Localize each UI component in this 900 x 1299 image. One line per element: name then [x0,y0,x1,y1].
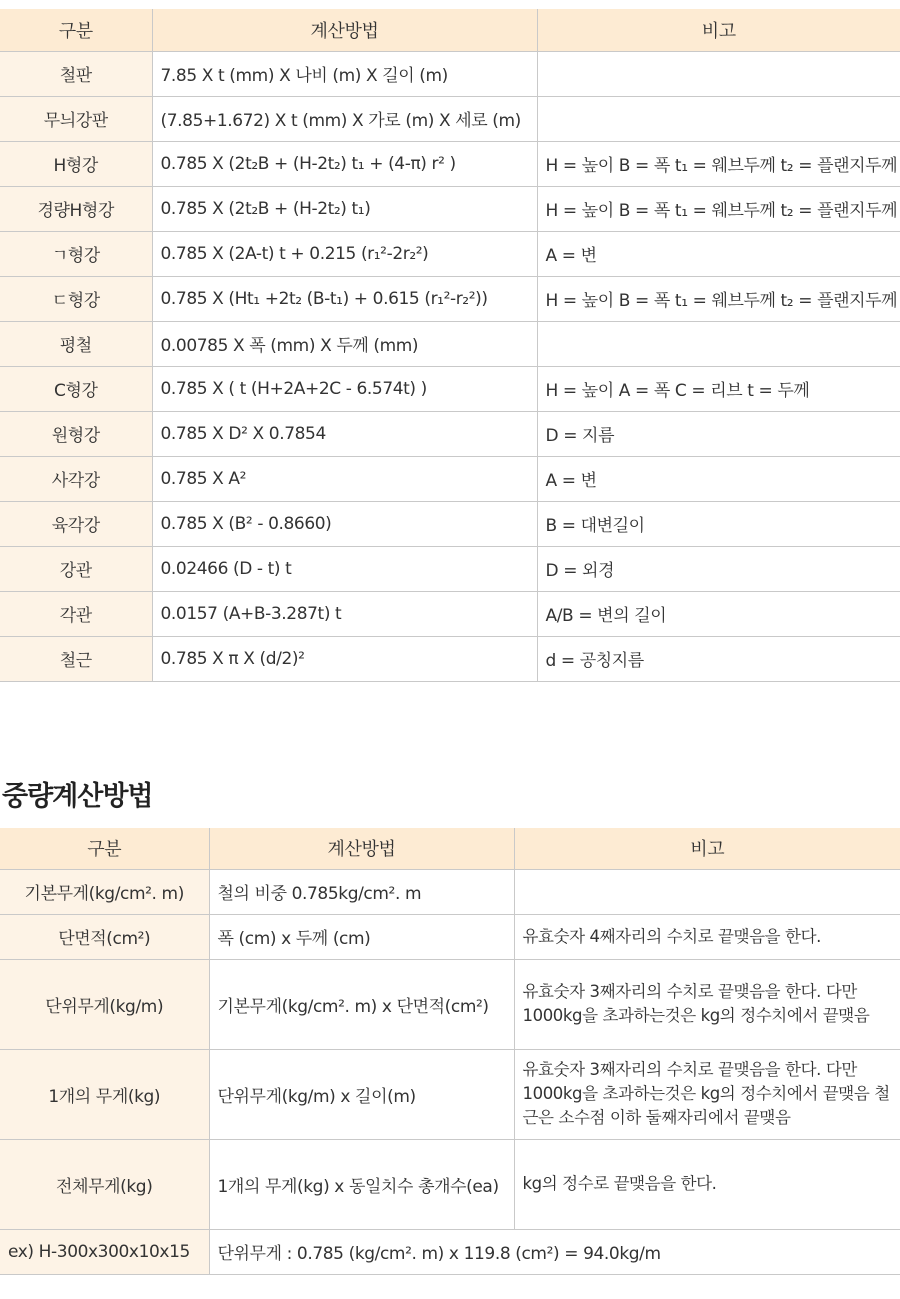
row-note: d = 공칭지름 [537,636,900,681]
row-note [537,96,900,141]
row-formula: 7.85 X t (mm) X 나비 (m) X 길이 (m) [152,51,537,96]
row-formula: 단위무게(kg/m) x 길이(m) [209,1049,514,1139]
header-formula: 계산방법 [152,9,537,51]
row-formula: 0.00785 X 폭 (mm) X 두께 (mm) [152,321,537,366]
row-formula: 0.785 X (2t₂B + (H-2t₂) t₁ + (4-π) r² ) [152,141,537,186]
row-note: H = 높이 A = 폭 C = 리브 t = 두께 [537,366,900,411]
row-note: D = 외경 [537,546,900,591]
row-formula: 0.785 X A² [152,456,537,501]
row-category: ㄷ형강 [0,276,152,321]
row-category: 육각강 [0,501,152,546]
row-category: 철근 [0,636,152,681]
header-note: 비고 [514,828,900,869]
table-row [0,96,900,141]
row-category: 원형강 [0,411,152,456]
header-formula: 계산방법 [209,828,514,869]
header-note: 비고 [537,9,900,51]
row-formula: 0.785 X (2A-t) t + 0.215 (r₁²-2r₂²) [152,231,537,276]
row-category: ㄱ형강 [0,231,152,276]
example-value: 단위무게 : 0.785 (kg/cm². m) x 119.8 (cm²) = 94.0kg/m [209,1229,900,1274]
row-note: 유효숫자 4째자리의 수치로 끝맺음을 한다. [514,914,900,959]
table-row [0,186,900,231]
row-category: 기본무게(kg/cm². m) [0,869,209,914]
header-category: 구분 [0,9,152,51]
row-formula: 폭 (cm) x 두께 (cm) [209,914,514,959]
section-title: 중량계산방법 [2,781,153,812]
table-row [0,51,900,96]
row-note: 유효숫자 3째자리의 수치로 끝맺음을 한다. 다만 1000kg을 초과하는것은 kg의 정수치에서 끝맺음 철근은 소수점 이하 둘째자리에서 끝맺음 [514,1049,900,1139]
row-formula: 0.785 X (Ht₁ +2t₂ (B-t₁) + 0.615 (r₁²-r₂²)) [152,276,537,321]
table-row [0,546,900,591]
row-category: 사각강 [0,456,152,501]
row-formula: 0.785 X π X (d/2)² [152,636,537,681]
table-header-row [0,828,900,869]
table-row [0,1139,900,1229]
example-label: ex) H-300x300x10x15 [0,1229,209,1274]
row-category: 각관 [0,591,152,636]
row-formula: (7.85+1.672) X t (mm) X 가로 (m) X 세로 (m) [152,96,537,141]
row-category: C형강 [0,366,152,411]
table-row [0,231,900,276]
row-category: 전체무게(kg) [0,1139,209,1229]
row-formula: 0.785 X (2t₂B + (H-2t₂) t₁) [152,186,537,231]
table-row [0,141,900,186]
table-row [0,959,900,1049]
row-note: A = 변 [537,231,900,276]
row-category: 1개의 무게(kg) [0,1049,209,1139]
table-row [0,591,900,636]
table-row [0,501,900,546]
table-row [0,914,900,959]
row-formula: 1개의 무게(kg) x 동일치수 총개수(ea) [209,1139,514,1229]
row-formula: 0.785 X (B² - 0.8660) [152,501,537,546]
table-row [0,869,900,914]
row-note: H = 높이 B = 폭 t₁ = 웨브두께 t₂ = 플랜지두께 [537,276,900,321]
table-row [0,366,900,411]
row-note [537,51,900,96]
table-row [0,411,900,456]
row-formula: 철의 비중 0.785kg/cm². m [209,869,514,914]
weight-calc-table [0,828,900,1275]
example-row [0,1229,900,1274]
table-header-row [0,9,900,51]
table-row [0,1049,900,1139]
row-note: H = 높이 B = 폭 t₁ = 웨브두께 t₂ = 플랜지두께 [537,186,900,231]
row-note: B = 대변길이 [537,501,900,546]
row-note: D = 지름 [537,411,900,456]
row-note: 유효숫자 3째자리의 수치로 끝맺음을 한다. 다만 1000kg을 초과하는것은 kg의 정수치에서 끝맺음 [514,959,900,1049]
row-note: kg의 정수로 끝맺음을 한다. [514,1139,900,1229]
row-category: 경량H형강 [0,186,152,231]
table-row [0,456,900,501]
row-category: 단면적(cm²) [0,914,209,959]
table-row [0,276,900,321]
row-category: 철판 [0,51,152,96]
row-formula: 0.0157 (A+B-3.287t) t [152,591,537,636]
table-row [0,321,900,366]
row-category: 단위무게(kg/m) [0,959,209,1049]
steel-formula-table [0,9,900,682]
row-note: A = 변 [537,456,900,501]
row-note [537,321,900,366]
header-category: 구분 [0,828,209,869]
row-formula: 0.02466 (D - t) t [152,546,537,591]
table-row [0,636,900,681]
row-note: A/B = 변의 길이 [537,591,900,636]
row-category: 무늬강판 [0,96,152,141]
row-note [514,869,900,914]
row-formula: 0.785 X ( t (H+2A+2C - 6.574t) ) [152,366,537,411]
row-category: 강관 [0,546,152,591]
row-formula: 0.785 X D² X 0.7854 [152,411,537,456]
row-note: H = 높이 B = 폭 t₁ = 웨브두께 t₂ = 플랜지두께 [537,141,900,186]
row-category: 평철 [0,321,152,366]
row-formula: 기본무게(kg/cm². m) x 단면적(cm²) [209,959,514,1049]
row-category: H형강 [0,141,152,186]
